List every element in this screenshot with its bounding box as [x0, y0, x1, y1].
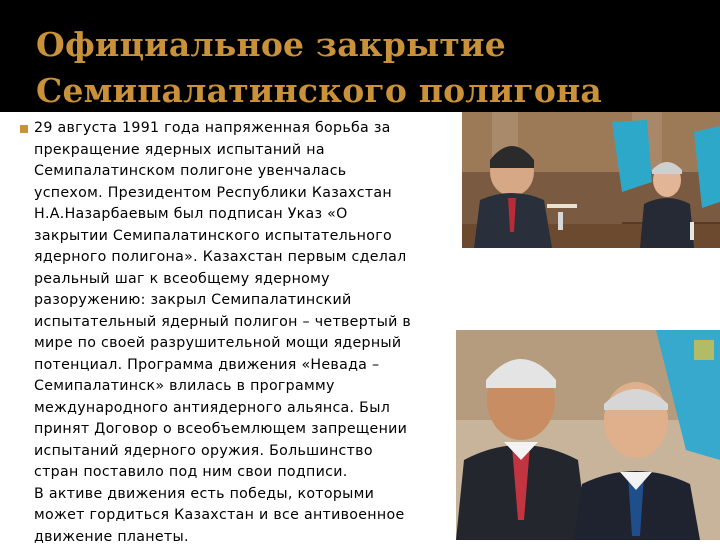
body-line: прекращение ядерных испытаний на: [34, 140, 466, 162]
body-line: разоружению: закрыл Семипалатинский: [34, 290, 466, 312]
body-line: Н.А.Назарбаевым был подписан Указ «О: [34, 204, 466, 226]
slide-body: [20, 118, 466, 548]
body-line: успехом. Президентом Республики Казахстан: [34, 183, 466, 205]
portrait-photo-image: [456, 330, 720, 540]
body-line: принят Договор о всеобъемлющем запрещении: [34, 419, 466, 441]
body-line: закрытии Семипалатинского испытательного: [34, 226, 466, 248]
body-line: испытательный ядерный полигон – четвертый в: [34, 312, 466, 334]
body-line: реальный шаг к всеобщему ядерному: [34, 269, 466, 291]
body-line: потенциал. Программа движения «Невада –: [34, 355, 466, 377]
slide-title-line-2: Семипалатинского полигона: [36, 68, 676, 114]
body-line: может гордиться Казахстан и все антивоенное: [34, 505, 466, 527]
meeting-photo-image: [462, 112, 720, 248]
body-line: ядерного полигона». Казахстан первым сделал: [34, 247, 466, 269]
meeting-photo: [462, 112, 720, 248]
body-line: международного антиядерного альянса. Был: [34, 398, 466, 420]
body-line: движение планеты.: [34, 527, 466, 548]
body-paragraph: [34, 118, 466, 548]
slide-title: [36, 22, 676, 114]
body-line: мире по своей разрушительной мощи ядерный: [34, 333, 466, 355]
slide-title-line-1: Официальное закрытие: [36, 22, 676, 68]
body-line: В активе движения есть победы, которыми: [34, 484, 466, 506]
portrait-photo: [456, 330, 720, 540]
body-line: испытаний ядерного оружия. Большинство: [34, 441, 466, 463]
body-line: Семипалатинск» влилась в программу: [34, 376, 466, 398]
body-line: стран поставило под ним свои подписи.: [34, 462, 466, 484]
bullet-marker: [20, 125, 28, 133]
body-line: Семипалатинском полигоне увенчалась: [34, 161, 466, 183]
body-line: 29 августа 1991 года напряженная борьба за: [34, 118, 466, 140]
